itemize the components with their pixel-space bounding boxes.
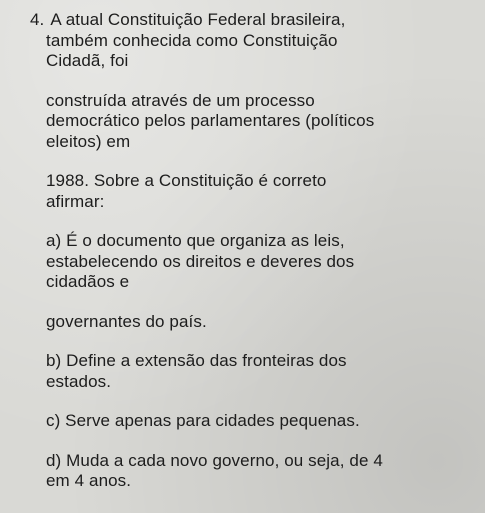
option-d-line-1: d) Muda a cada novo governo, ou seja, de 4 <box>46 450 383 470</box>
question-line-4: construída através de um processo <box>46 90 315 110</box>
option-d[interactable] <box>30 451 451 492</box>
option-a-line-3: cidadãos e <box>46 272 130 291</box>
question-number: 4. <box>30 10 45 29</box>
question-line-5: democrático pelos parlamentares (políticos <box>46 111 375 130</box>
question-line-3: Cidadã, foi <box>46 51 129 70</box>
option-a-line-2: estabelecendo os direitos e deveres dos <box>46 251 355 271</box>
option-a[interactable] <box>30 231 451 332</box>
question-line-7: 1988. Sobre a Constituição é correto <box>46 171 327 190</box>
option-c[interactable] <box>30 411 451 432</box>
option-b[interactable] <box>30 351 451 392</box>
question-line-6: eleitos) em <box>46 131 131 151</box>
option-a-line-4: governantes do país. <box>46 311 207 331</box>
question-line-1: 4. A atual Constituição Federal brasileira, <box>30 10 346 29</box>
option-c-line-1: c) Serve apenas para cidades pequenas. <box>46 411 360 430</box>
option-d-line-2: em 4 anos. <box>46 471 132 490</box>
question-line-2: também conhecida como Constituição <box>46 30 338 50</box>
option-b-line-1: b) Define a extensão das fronteiras dos <box>46 351 347 370</box>
option-b-line-2: estados. <box>46 371 112 391</box>
option-a-line-1: a) É o documento que organiza as leis, <box>46 231 345 250</box>
question-line-8: afirmar: <box>46 191 105 211</box>
